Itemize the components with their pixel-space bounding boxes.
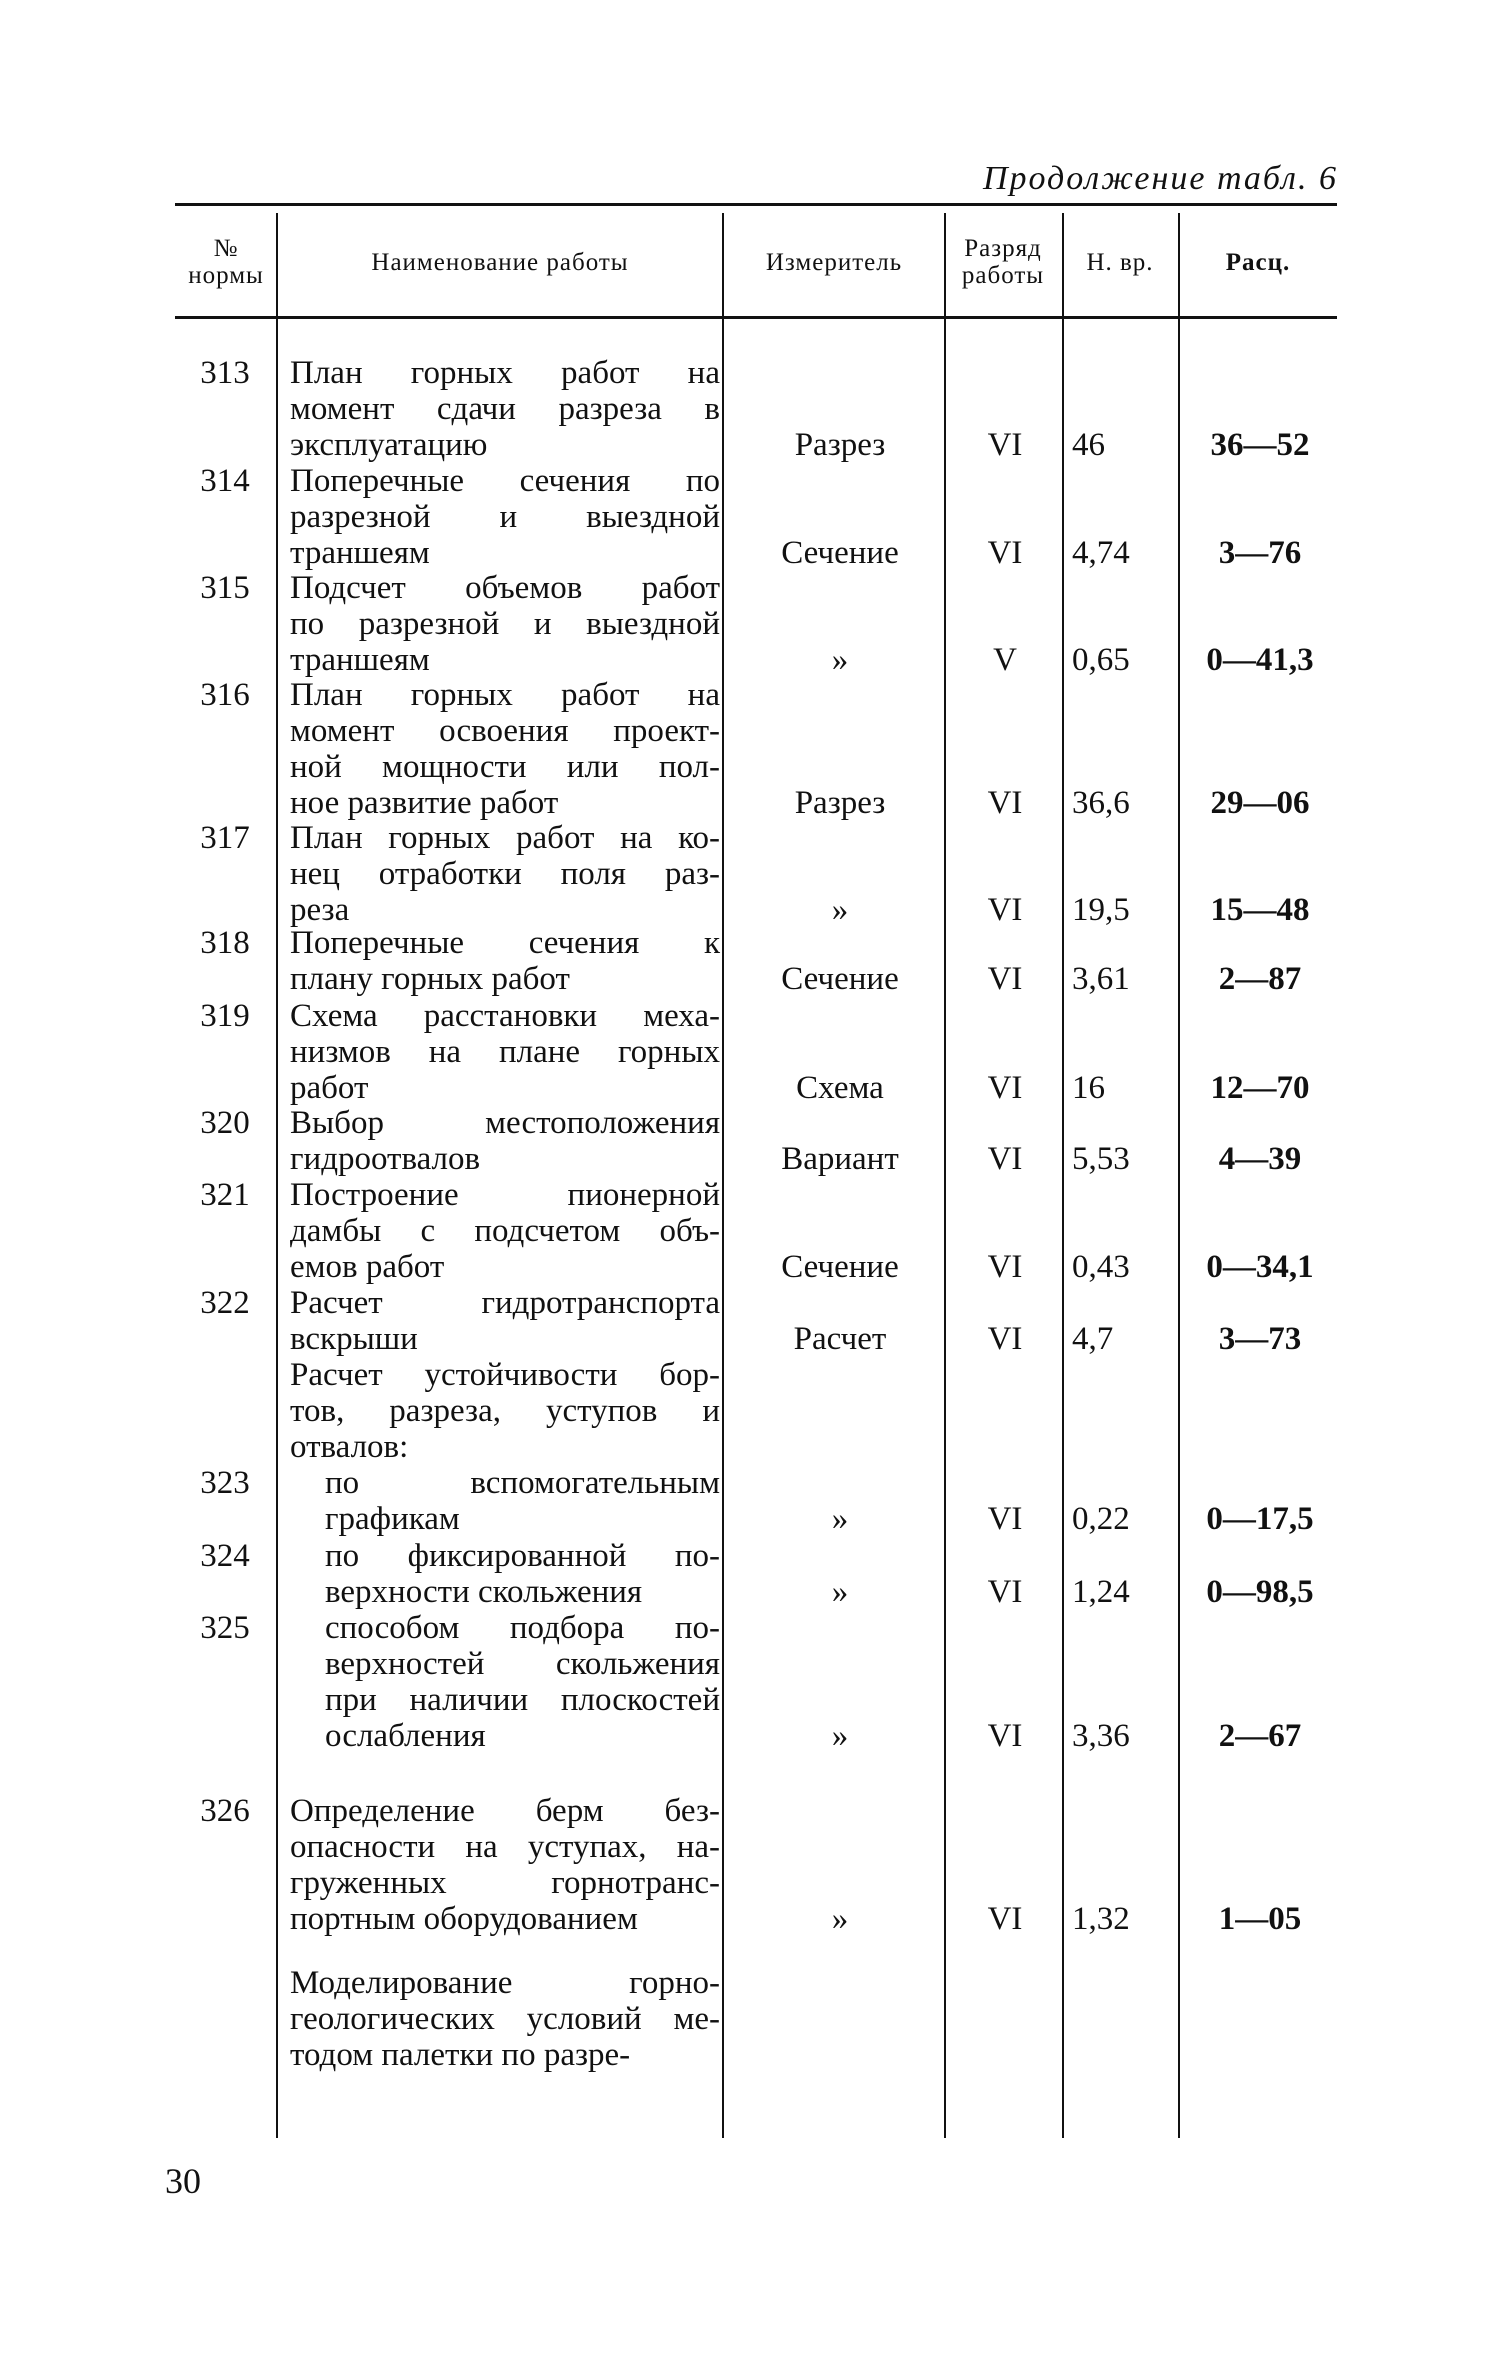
work-name-line: План горных работ на (290, 355, 720, 391)
work-name-line: работ (290, 1070, 369, 1106)
row-grade: VI (987, 1718, 1023, 1754)
row-grade: VI (987, 785, 1023, 821)
work-name-line: Схема расстановки меха- (290, 998, 720, 1034)
work-name-line: тов, разреза, уступов и (290, 1393, 720, 1429)
table-header-rule (175, 316, 1337, 319)
work-name-line: геологических условий ме- (290, 2001, 720, 2037)
row-work-name (290, 925, 720, 997)
row-unit: Разрез (794, 785, 886, 821)
row-work-name (290, 998, 720, 1106)
row-work-name (290, 1965, 720, 2073)
row-rate: 29—06 (1210, 785, 1310, 821)
row-hours: 4,74 (1072, 535, 1130, 571)
work-name-line: момент освоения проект- (290, 713, 720, 749)
row-number: 318 (200, 925, 250, 961)
row-hours: 46 (1072, 427, 1105, 463)
work-name-line: Выбор местоположения (290, 1105, 720, 1141)
column-header-rate: Расц. (1225, 248, 1291, 276)
work-name-line: План горных работ на (290, 677, 720, 713)
row-number: 316 (200, 677, 250, 713)
column-header-number: № нормы (188, 235, 264, 289)
row-number: 323 (200, 1465, 250, 1501)
row-grade: VI (987, 1141, 1023, 1177)
row-hours: 19,5 (1072, 892, 1130, 928)
row-rate: 3—76 (1218, 535, 1302, 571)
column-header-unit: Измеритель (765, 248, 903, 276)
work-name-line: Поперечные сечения к (290, 925, 720, 961)
work-name-line: верхности скольжения (325, 1574, 643, 1610)
work-name-line: опасности на уступах, на- (290, 1829, 720, 1865)
work-name-line: гидроотвалов (290, 1141, 481, 1177)
row-unit: Вариант (781, 1141, 899, 1177)
row-unit: » (831, 892, 849, 928)
row-hours: 4,7 (1072, 1321, 1114, 1357)
work-name-line: вскрыши (290, 1321, 418, 1357)
row-hours: 5,53 (1072, 1141, 1130, 1177)
row-number: 314 (200, 463, 250, 499)
row-rate: 36—52 (1210, 427, 1310, 463)
work-name-line: реза (290, 892, 350, 928)
work-name-line: плану горных работ (290, 961, 570, 997)
row-rate: 2—87 (1218, 961, 1302, 997)
row-rate: 1—05 (1218, 1901, 1302, 1937)
column-divider (722, 213, 724, 2138)
row-rate: 15—48 (1210, 892, 1310, 928)
work-name-line: ное развитие работ (290, 785, 559, 821)
row-number: 325 (200, 1610, 250, 1646)
work-name-line: тодом палетки по разре- (290, 2037, 631, 2073)
row-grade: VI (987, 961, 1023, 997)
column-divider (1062, 213, 1064, 2138)
work-name-line: емов работ (290, 1249, 445, 1285)
work-name-line: разрезной и выездной (290, 499, 720, 535)
work-name-line: Определение берм без- (290, 1793, 720, 1829)
column-divider (276, 213, 278, 2138)
row-hours: 0,43 (1072, 1249, 1130, 1285)
row-number: 326 (200, 1793, 250, 1829)
work-name-line: груженных горнотранс- (290, 1865, 720, 1901)
row-hours: 0,65 (1072, 642, 1130, 678)
row-work-name (290, 1177, 720, 1285)
row-rate: 0—17,5 (1206, 1501, 1314, 1537)
work-name-line: Расчет устойчивости бор- (290, 1357, 720, 1393)
table-top-rule (175, 203, 1337, 206)
row-work-name (325, 1465, 720, 1537)
work-name-line: при наличии плоскостей (325, 1682, 720, 1718)
table-continuation-caption: Продолжение табл. 6 (982, 160, 1338, 197)
row-unit: Расчет (793, 1321, 887, 1357)
row-hours: 1,24 (1072, 1574, 1130, 1610)
work-name-line: Построение пионерной (290, 1177, 720, 1213)
work-name-line: ной мощности или пол- (290, 749, 720, 785)
work-name-line: отвалов: (290, 1429, 409, 1465)
work-name-line: момент сдачи разреза в (290, 391, 720, 427)
row-rate: 0—98,5 (1206, 1574, 1314, 1610)
row-number: 322 (200, 1285, 250, 1321)
row-unit: » (831, 1901, 849, 1937)
work-name-line: траншеям (290, 535, 430, 571)
work-name-line: низмов на плане горных (290, 1034, 720, 1070)
row-grade: VI (987, 1574, 1023, 1610)
row-number: 320 (200, 1105, 250, 1141)
work-name-line: верхностей скольжения (325, 1646, 720, 1682)
row-work-name (325, 1538, 720, 1610)
row-number: 324 (200, 1538, 250, 1574)
work-name-line: портным оборудованием (290, 1901, 638, 1937)
row-hours: 0,22 (1072, 1501, 1130, 1537)
row-unit: Разрез (794, 427, 886, 463)
row-number: 321 (200, 1177, 250, 1213)
work-name-line: дамбы с подсчетом объ- (290, 1213, 720, 1249)
work-name-line: Поперечные сечения по (290, 463, 720, 499)
row-number: 315 (200, 570, 250, 606)
row-unit: Схема (796, 1070, 884, 1106)
row-unit: » (831, 642, 849, 678)
column-header-name: Наименование работы (371, 248, 629, 276)
row-hours: 36,6 (1072, 785, 1130, 821)
row-grade: VI (987, 892, 1023, 928)
row-work-name (290, 355, 720, 463)
row-rate: 0—34,1 (1206, 1249, 1314, 1285)
work-name-line: графикам (325, 1501, 460, 1537)
work-name-line: План горных работ на ко- (290, 820, 720, 856)
work-name-line: по вспомогательным (325, 1465, 720, 1501)
row-hours: 1,32 (1072, 1901, 1130, 1937)
row-work-name (290, 1357, 720, 1465)
row-rate: 2—67 (1218, 1718, 1302, 1754)
row-work-name (290, 1105, 720, 1177)
column-header-grade: Разряд работы (961, 235, 1045, 289)
row-number: 319 (200, 998, 250, 1034)
column-header-hours: Н. вр. (1086, 248, 1154, 276)
row-unit: Сечение (781, 535, 899, 571)
column-divider (1178, 213, 1180, 2138)
work-name-line: Моделирование горно- (290, 1965, 720, 2001)
row-grade: VI (987, 1901, 1023, 1937)
row-rate: 12—70 (1210, 1070, 1310, 1106)
work-name-line: траншеям (290, 642, 430, 678)
row-grade: VI (987, 1501, 1023, 1537)
work-name-line: по разрезной и выездной (290, 606, 720, 642)
row-hours: 3,61 (1072, 961, 1130, 997)
row-work-name (290, 1285, 720, 1357)
row-grade: VI (987, 535, 1023, 571)
row-work-name (290, 677, 720, 821)
row-unit: Сечение (781, 1249, 899, 1285)
row-work-name (290, 820, 720, 928)
row-grade: VI (987, 427, 1023, 463)
work-name-line: нец отработки поля раз- (290, 856, 720, 892)
row-grade: VI (987, 1070, 1023, 1106)
row-grade: VI (987, 1249, 1023, 1285)
work-name-line: ослабления (325, 1718, 486, 1754)
row-unit: » (831, 1501, 849, 1537)
row-work-name (325, 1610, 720, 1754)
row-work-name (290, 463, 720, 571)
row-unit: » (831, 1574, 849, 1610)
row-work-name (290, 1793, 720, 1937)
work-name-line: эксплуатацию (290, 427, 488, 463)
row-rate: 3—73 (1218, 1321, 1302, 1357)
row-rate: 4—39 (1218, 1141, 1302, 1177)
row-hours: 16 (1072, 1070, 1105, 1106)
row-unit: Сечение (781, 961, 899, 997)
row-grade: VI (987, 1321, 1023, 1357)
row-work-name (290, 570, 720, 678)
row-number: 317 (200, 820, 250, 856)
work-name-line: Подсчет объемов работ (290, 570, 720, 606)
work-name-line: способом подбора по- (325, 1610, 720, 1646)
column-divider (944, 213, 946, 2138)
row-rate: 0—41,3 (1206, 642, 1314, 678)
page-number: 30 (165, 2161, 201, 2201)
row-number: 313 (200, 355, 250, 391)
row-unit: » (831, 1718, 849, 1754)
row-hours: 3,36 (1072, 1718, 1130, 1754)
work-name-line: по фиксированной по- (325, 1538, 720, 1574)
row-grade: V (993, 642, 1017, 678)
work-name-line: Расчет гидротранспорта (290, 1285, 720, 1321)
